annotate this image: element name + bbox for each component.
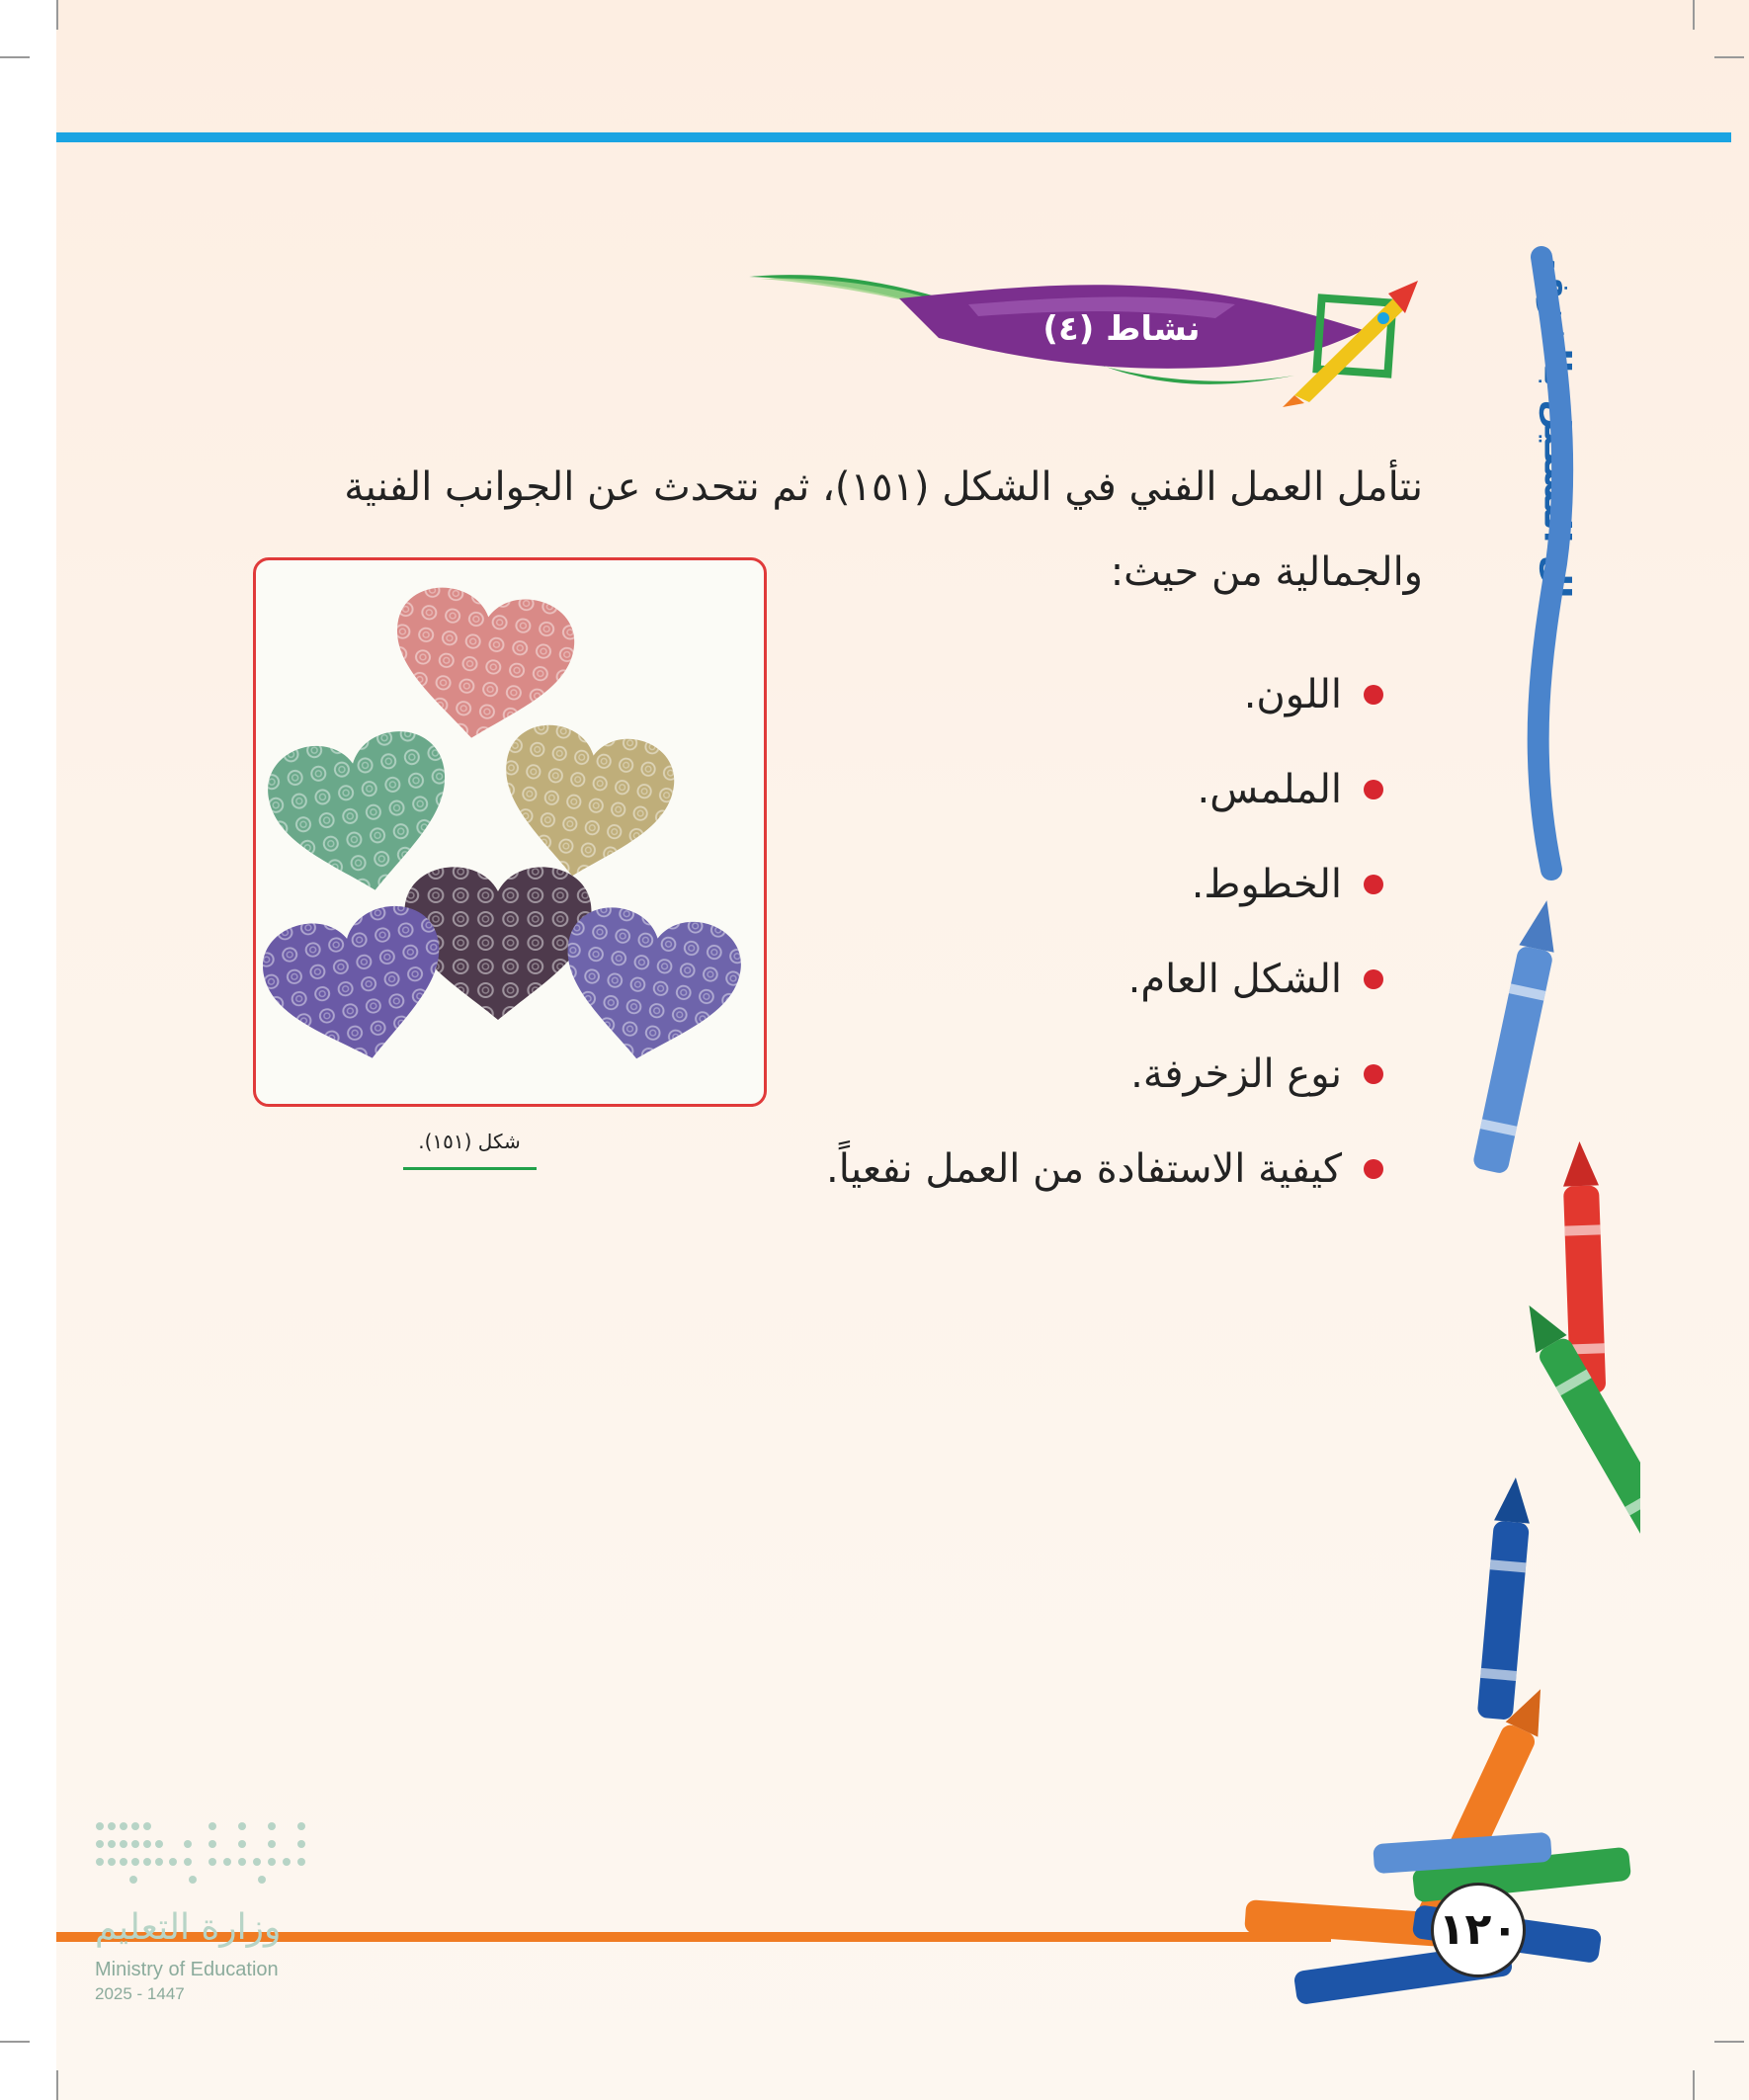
crayons-decoration <box>1215 237 1640 2016</box>
crop-mark <box>56 0 58 30</box>
intro-line: والجمالية من حيث: <box>1110 549 1423 595</box>
activity-title: نشاط (٤) <box>1042 309 1201 349</box>
crop-mark <box>0 56 30 58</box>
list-item-label: الملمس. <box>1197 767 1342 812</box>
blue-crayon-icon <box>1472 896 1564 1174</box>
crop-mark <box>1714 2041 1744 2043</box>
pink-heart <box>383 582 580 751</box>
list-item-label: الشكل العام. <box>1127 957 1342 1002</box>
list-item-label: كيفية الاستفادة من العمل نفعياً. <box>826 1146 1342 1192</box>
tan-heart <box>489 718 681 890</box>
side-chapter-label: مجال التشكيل بالخزف <box>1536 258 1577 647</box>
caption-underline <box>403 1167 537 1170</box>
ministry-logo-english: Ministry of Education <box>95 1959 279 1980</box>
list-item-label: نوع الزخرفة. <box>1130 1051 1342 1097</box>
crop-mark <box>1714 56 1744 58</box>
figure-ceramic-hearts <box>253 557 767 1107</box>
ministry-logo-icon <box>94 1818 311 1897</box>
purple-heart-right <box>550 900 747 1073</box>
ministry-logo-arabic: وزارة التعليم <box>95 1907 282 1948</box>
list-item-label: الخطوط. <box>1191 862 1342 907</box>
top-blue-rule <box>56 132 1731 142</box>
crop-mark <box>1693 0 1695 30</box>
crop-mark <box>1693 2070 1695 2100</box>
list-item-label: اللون. <box>1243 672 1342 717</box>
crop-mark <box>0 2041 30 2043</box>
purple-heart-left <box>256 897 459 1076</box>
intro-line: نتأمل العمل الفني في الشكل (١٥١)، ثم نتحدث عن الجوانب الفنية <box>344 464 1423 510</box>
ministry-logo-year: 2025 - 1447 <box>95 1984 185 2003</box>
figure-caption: شكل (١٥١). <box>418 1130 521 1153</box>
dark-blue-crayon-icon <box>1477 1476 1534 1721</box>
crop-mark <box>56 2070 58 2100</box>
page-number: ١٢٠ <box>1431 1883 1526 1977</box>
